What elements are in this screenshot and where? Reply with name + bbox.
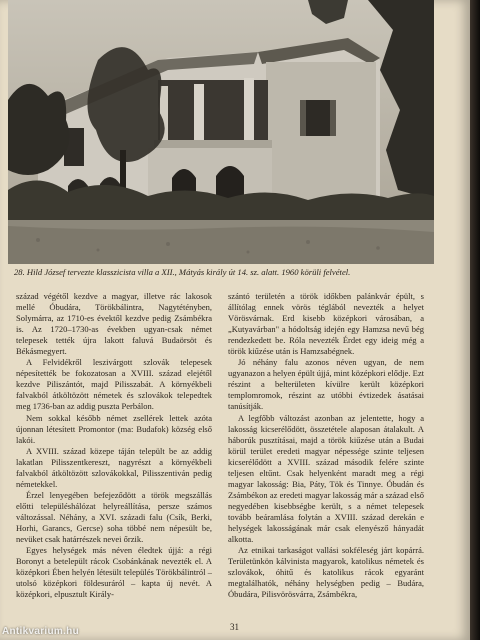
text-column-right xyxy=(228,291,424,623)
paragraph: Nem sokkal később német zsellérek lettek azóta újonnan létesített Promontor (ma: Budafok) község első lakói. xyxy=(16,412,212,445)
book-spine xyxy=(470,0,480,640)
paragraph: szántó területén a török időkben palánkvár épült, s állítólag ennek vörös téglából nevezték a helyet Vörösvárnak. Erd kisebb középkori városában, a „Kutyavárban" a hódoltság idején egy Hamzsa nevű bég rendezkedett be. Róla nevezték Érdet egy ideig még a török kiűzése után is Hamzsabégnek. xyxy=(228,291,424,357)
paragraph: Az etnikai tarkaságot vallási sokféleség járt kopárrá. Területünkön kálvinista magyarok, katolikus németek és szlovákok, óhitű és katolikus rácok egyaránt megtalálhatók, néhány helységben pedig – Budára, Óbudára, Pilisvörösvárra, Zsámbékra, xyxy=(228,545,424,600)
paragraph: A Felvidékről leszivárgott szlovák telepesek népesítették be fokozatosan a XVIII. század elejétől kezdve Piliszántót, majd Pilisszabát. A környékbeli falvakból átköltözött németek és szlovákok telepedtek meg 1736-ban az addig puszta Perbálon. xyxy=(16,357,212,412)
paragraph: század végétől kezdve a magyar, illetve rác lakosok mellé Óbudára, Törökbálintra, Nagytétényben, Solymárra, az 1710-es évektől kezdve pedig Zsámbékra is. Az 1720–1730-as években ugyan-csak német telepesek tették újra lakott faluvá Budaörsöt és Békásmegyert. xyxy=(16,291,212,357)
watermark: Antikvarium.hu xyxy=(2,626,79,637)
text-column-left xyxy=(16,291,212,623)
paragraph: A legfőbb változást azonban az jelentette, hogy a lakosság kicserélődött, összetétele alaposan átalakult. A háborúk pusztításai, majd a török kiűzése után a Budai körül terület eredeti magyar népessége szinte teljesen kicserélődött a XVIII. század második felére szinte teljesen eltűnt. Csak helyenként maradt meg a régi magyar lakosság: Bia, Páty, Tök és Tinnye. Óbudán és Zsámbékon az eredeti magyar lakosság már a század első negyedében kisebbségbe került, s a német telepesek tovább beáramlása folytán a XVIII. század derekán e helységek lakosságának már csak elenyésző hányadát alkotta. xyxy=(228,412,424,545)
paragraph: Jó néhány falu azonos néven ugyan, de nem ugyanazon a helyen épült újjá, mint középkori elődje. Ezt részint a belterületen kívülre került középkori templomromok, részint az utóbbi évtizedek ásatásai tanúsítják. xyxy=(228,357,424,412)
page-number: 31 xyxy=(230,622,239,632)
paragraph: Érzel lenyegében befejeződött a török megszállás előtti településhálózat helyreállítása, persze számos változással. Néhány, a XVI. századi falu (Csík, Berki, Horhi, Garancs, Gercse) soha többé nem népesült be, nevüket csak határrészek nevei őrzik. xyxy=(16,489,212,545)
paragraph: A XVIII. század közepe táján települt be az addig lakatlan Pilisszentkereszt, nagyrészt a környékbeli falvakból átköltözött szlovákokkal, Pilisszentiván pedig németekkel. xyxy=(16,445,212,489)
villa-photograph xyxy=(8,0,434,264)
photo-caption: 28. Hild József tervezte klasszicista villa a XII., Mátyás király út 14. sz. alatt. 1960 körüli felvétel. xyxy=(14,267,351,277)
paragraph: Egyes helységek más néven éledtek újjá: a régi Boronyt a betelepült rácok Csobánkának nevezték el. A középkori Ében helyén létesült település Törökbálintról – utolsó középkori földesuráról – kapta új nevét. A középkori, elpusztult Király- xyxy=(16,545,212,600)
